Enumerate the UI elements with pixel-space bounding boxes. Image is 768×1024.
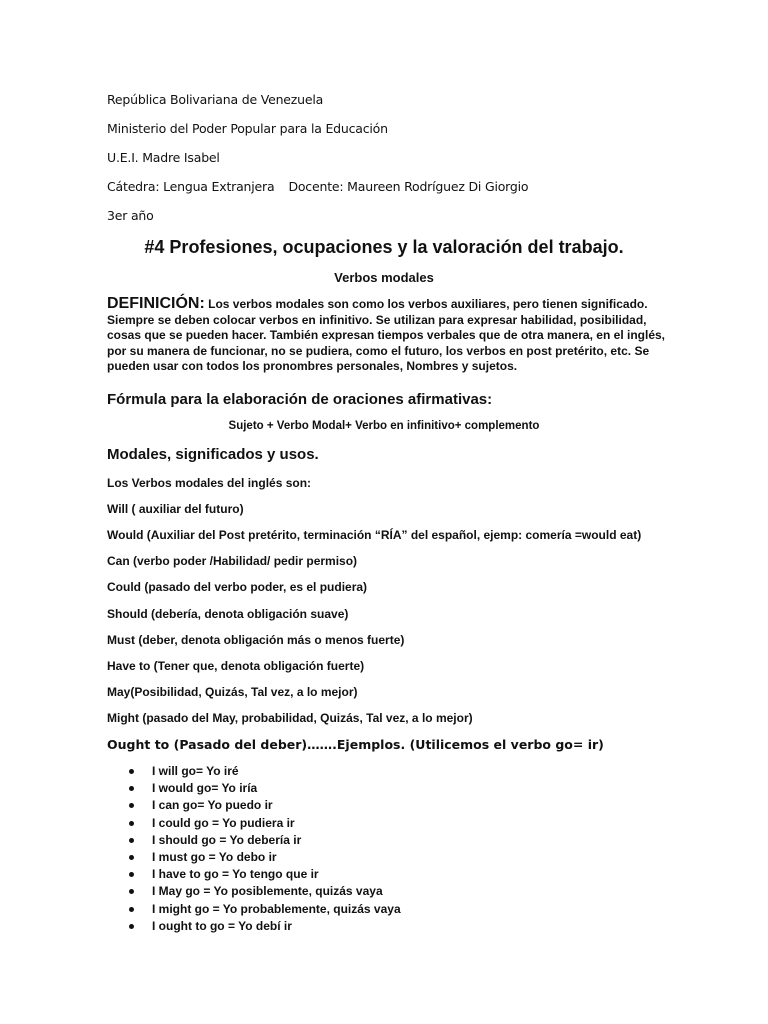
header-ministry: Ministerio del Poder Popular para la Educación	[107, 121, 388, 136]
header-year: 3er año	[107, 208, 154, 223]
definition-text: Los verbos modales son como los verbos auxiliares, pero tienen significado. Siempre se deben colocar verbos en infinitivo. Se utilizan para expresar habilidad, posibilidad, cosas que se pueden hacer. También expresan tiempos verbales que de otra manera, en el inglés, por su manera de funcionar, no se pudiera, como el futuro, los verbos en post pretérito, etc. Se pueden usar con todos los pronombres personales, Nombres y sujetos.	[107, 297, 665, 373]
example-item	[129, 883, 401, 900]
modal-item: Have to (Tener que, denota obligación fuerte)	[107, 659, 365, 673]
modals-heading: Modales, significados y usos.	[107, 446, 319, 463]
bullet-icon	[129, 907, 134, 912]
example-item	[129, 797, 401, 814]
modal-item: Should (debería, denota obligación suave)	[107, 607, 349, 621]
modal-item: May(Posibilidad, Quizás, Tal vez, a lo mejor)	[107, 685, 358, 699]
modal-item: Can (verbo poder /Habilidad/ pedir permiso)	[107, 554, 358, 568]
page-title: #4 Profesiones, ocupaciones y la valoración del trabajo.	[144, 237, 624, 257]
example-text: I have to go = Yo tengo que ir	[152, 867, 319, 882]
bullet-icon	[129, 924, 134, 929]
example-item	[129, 780, 401, 797]
bullet-icon	[129, 855, 134, 860]
example-item	[129, 901, 401, 918]
bullet-icon	[129, 803, 134, 808]
example-text: I could go = Yo pudiera ir	[152, 815, 295, 830]
example-item	[129, 815, 401, 832]
definition-paragraph	[107, 296, 667, 375]
example-text: I May go = Yo posiblemente, quizás vaya	[152, 884, 383, 899]
example-item	[129, 866, 401, 883]
bullet-icon	[129, 821, 134, 826]
modals-intro: Los Verbos modales del inglés son:	[107, 476, 312, 490]
example-text: I would go= Yo iría	[152, 781, 258, 796]
modal-item: Will ( auxiliar del futuro)	[107, 502, 244, 516]
example-item	[129, 918, 401, 935]
bullet-icon	[129, 769, 134, 774]
formula-text: Sujeto + Verbo Modal+ Verbo en infinitivo+ complemento	[228, 420, 540, 432]
header-catedra: Cátedra: Lengua Extranjera	[107, 179, 275, 194]
page-subtitle: Verbos modales	[334, 270, 434, 285]
example-item	[129, 849, 401, 866]
examples-list	[129, 763, 401, 935]
modal-item: Must (deber, denota obligación más o menos fuerte)	[107, 633, 405, 647]
example-text: I might go = Yo probablemente, quizás vaya	[152, 901, 401, 916]
bullet-icon	[129, 872, 134, 877]
header-country: República Bolivariana de Venezuela	[107, 92, 324, 107]
modal-item: Might (pasado del May, probabilidad, Quizás, Tal vez, a lo mejor)	[107, 711, 473, 725]
definition-term: DEFINICIÓN:	[107, 295, 205, 312]
example-text: I will go= Yo iré	[152, 764, 239, 778]
example-item	[129, 832, 401, 849]
example-text: I should go = Yo debería ir	[152, 832, 302, 847]
bullet-icon	[129, 838, 134, 843]
bullet-icon	[129, 889, 134, 894]
example-item	[129, 763, 401, 780]
example-text: I must go = Yo debo ir	[152, 849, 277, 864]
header-docente: Docente: Maureen Rodríguez Di Giorgio	[288, 179, 529, 194]
bullet-icon	[129, 786, 134, 791]
modal-item: Ought to (Pasado del deber)…….Ejemplos. (Utilicemos el verbo go= ir)	[107, 737, 604, 752]
header-school: U.E.I. Madre Isabel	[107, 150, 220, 165]
example-text: I can go= Yo puedo ir	[152, 798, 273, 813]
modal-item: Would (Auxiliar del Post pretérito, terminación “RÍA” del español, ejemp: comería =would eat)	[107, 528, 642, 542]
header-course-line	[107, 179, 528, 194]
modal-item: Could (pasado del verbo poder, es el pudiera)	[107, 580, 368, 594]
example-text: I ought to go = Yo debí ir	[152, 918, 292, 933]
formula-heading: Fórmula para la elaboración de oraciones afirmativas:	[107, 391, 493, 408]
